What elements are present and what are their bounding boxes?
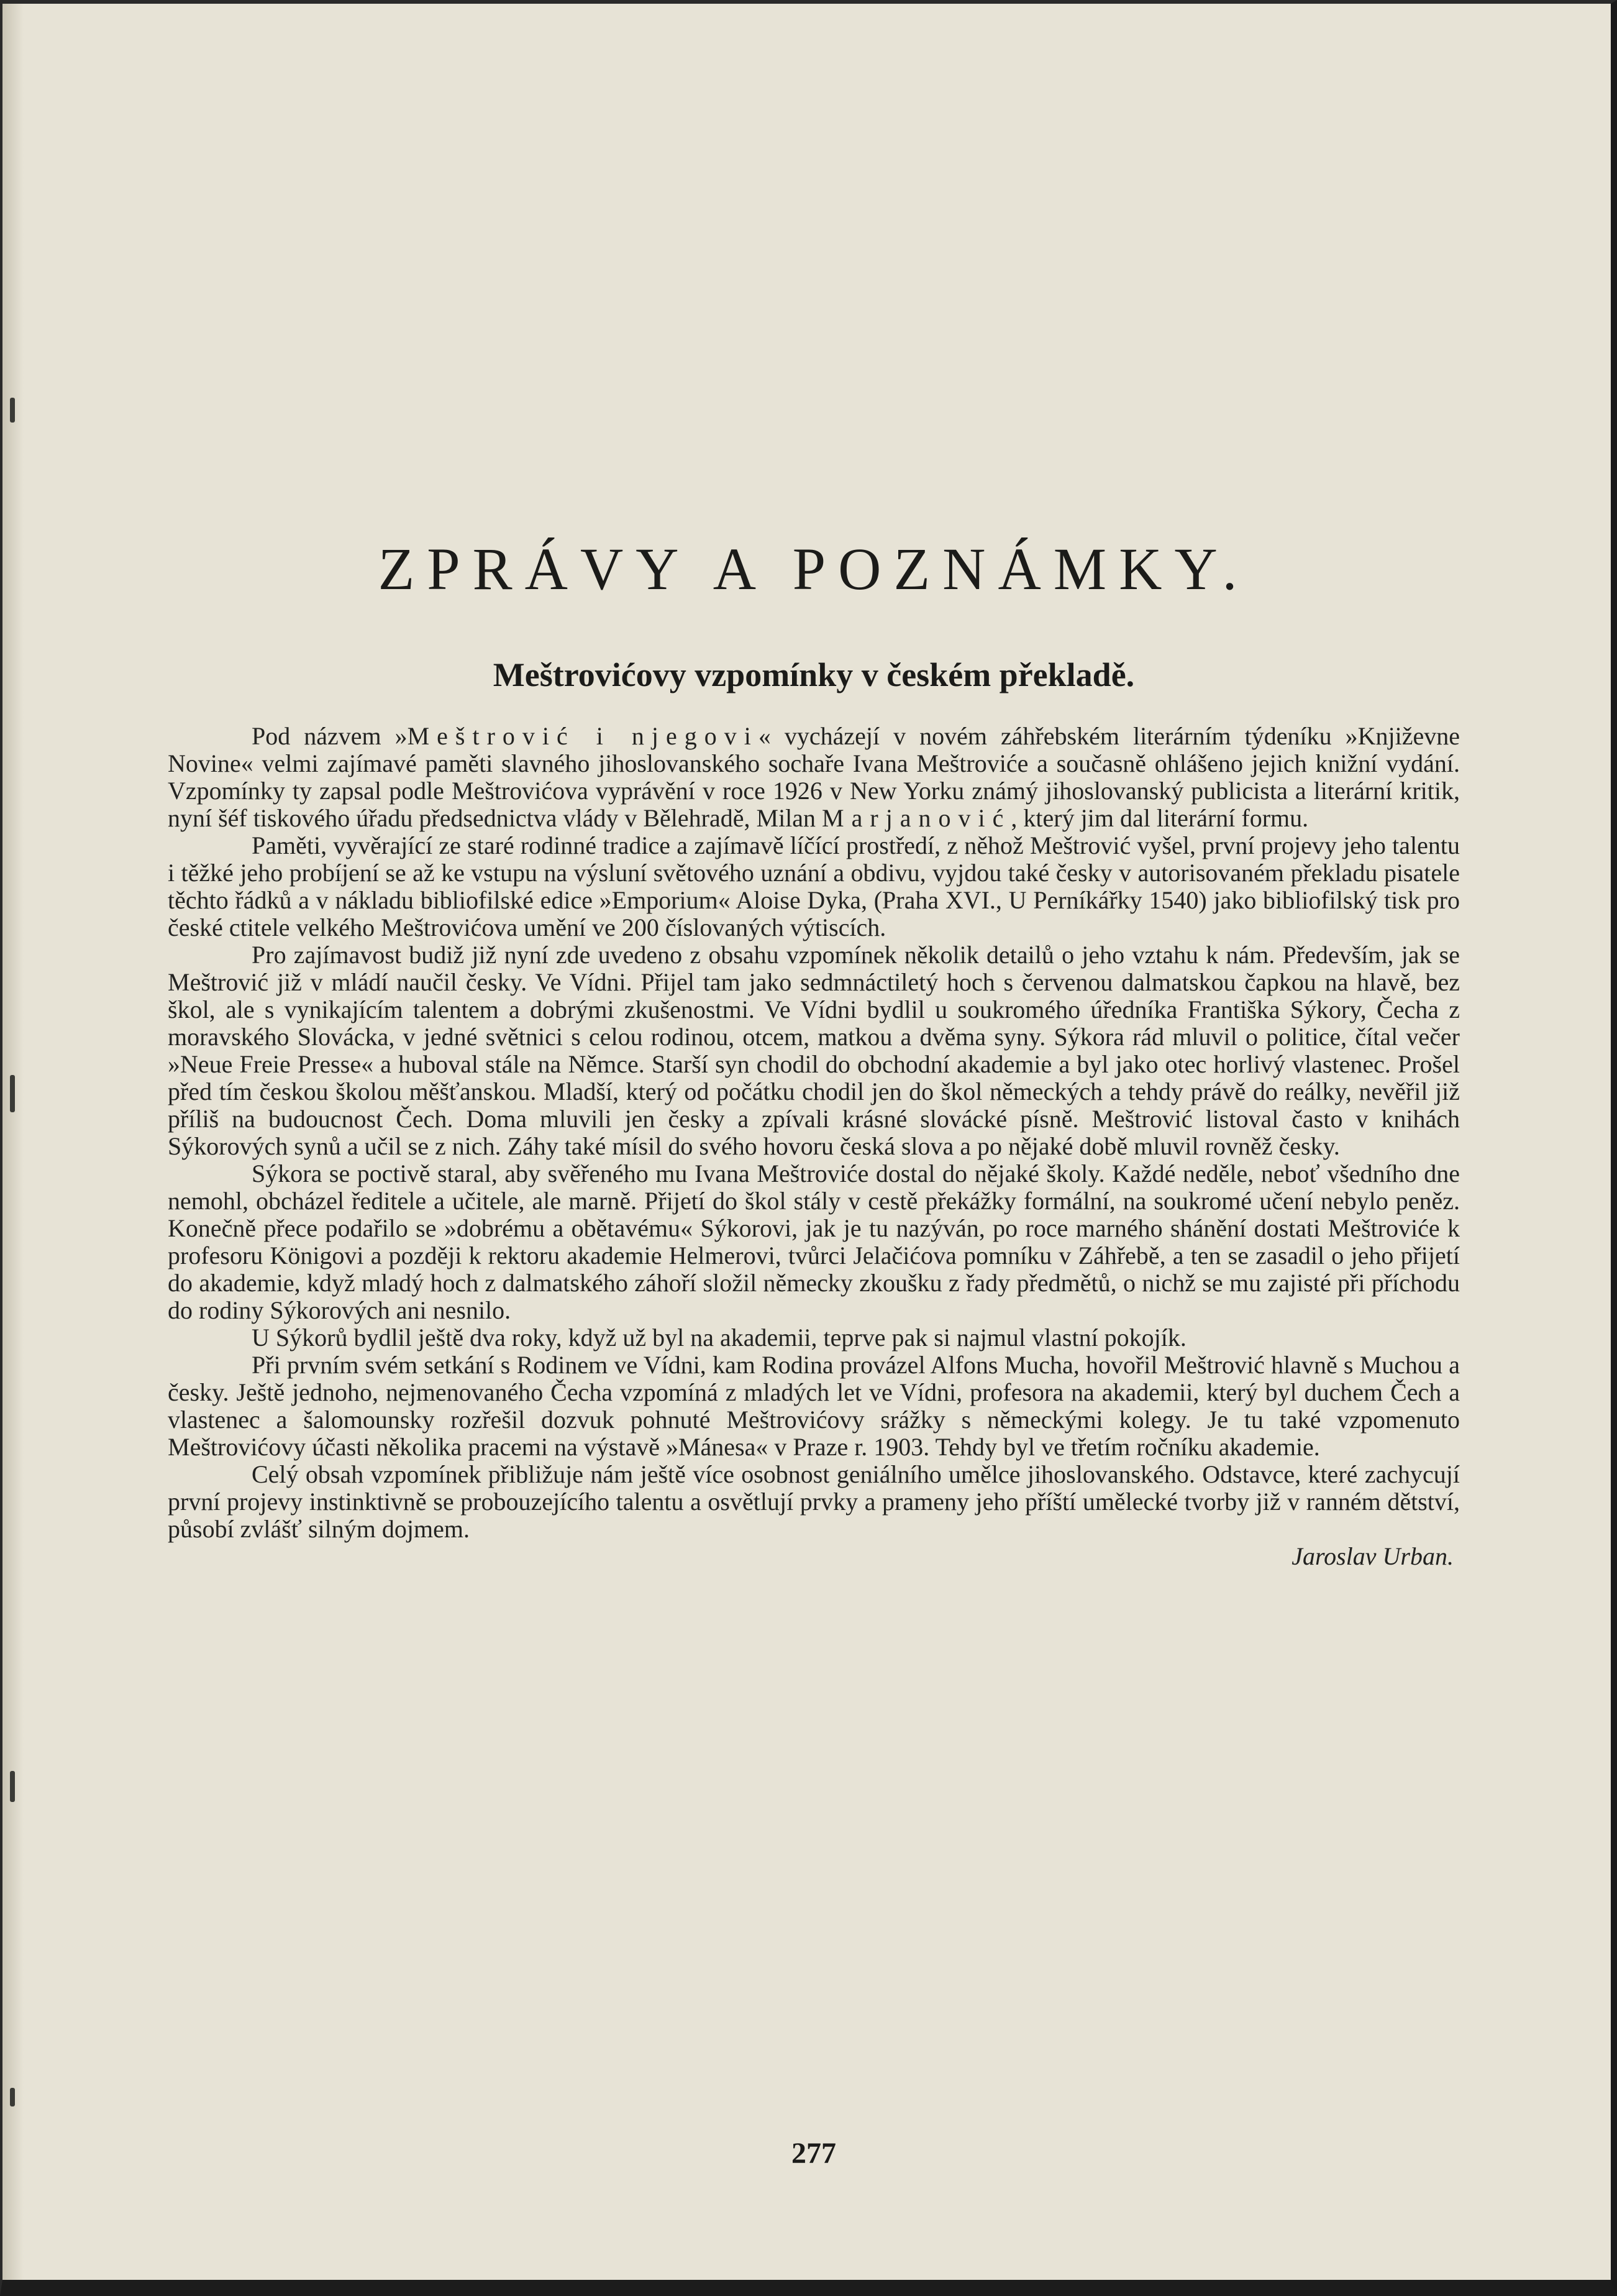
section-heading: ZPRÁVY A POZNÁMKY. <box>378 536 1250 602</box>
spine-mark <box>10 2088 15 2106</box>
signature: Jaroslav Urban. <box>1291 1542 1454 1570</box>
page-number: 277 <box>791 2137 836 2170</box>
paragraph-5: U Sýkorů bydlil ještě dva roky, když už byl na akademii, teprve pak si najmul vlastní pokojík. <box>252 1324 1187 1352</box>
spaced-title: Meštrović i njegovi <box>407 722 758 750</box>
paragraph-6: Při prvním svém setkání s Rodinem ve Vídni, kam Rodina provázel Alfons Mucha, hovořil Meštrović hlavně s Muchou a česky. Ještě jednoho, nejmenovaného Čecha vzpomíná z mladých let ve Vídni, profesora na akademii, který byl duchem Čech a vlastenec a šalomounsky rozřešil dozvuk pohnuté Meštrovićovy srážky s německými kolegy. Je tu také vzpomenuto Meštrovićovy účasti několika pracemi na výstavě »Mánesa« v Praze r. 1903. Tehdy byl ve třetím ročníku akademie. <box>168 1351 1460 1461</box>
paragraph-1-text-b: « vycházejí v novém záhřebském literárním týdeníku »Književne Novine« velmi zajímavé paměti slavného jihoslovanského sochaře Ivana Meštroviće a současně ohlášeno jejich knižní vydání. Vzpomínky ty zapsal podle Meštrovićova vyprávění v roce 1926 v New Yorku známý jihoslovanský publicista a literární kritik, nyní šéf tiskového úřadu předsednictva vlády v Bělehradě, Milan <box>168 722 1460 832</box>
paragraph-1 <box>168 723 1460 832</box>
paragraph-3: Pro zajímavost budiž již nyní zde uvedeno z obsahu vzpomínek několik detailů o jeho vztahu k nám. Především, jak se Meštrović již v mládí naučil česky. Ve Vídni. Přijel tam jako sedmnáctiletý hoch s červenou dalmatskou čapkou na hlavě, bez škol, ale s vynikajícím talentem a dobrými zkušenostmi. Ve Vídni bydlil u soukromého úředníka Františka Sýkory, Čecha z moravského Slovácka, v jedné světnici s celou rodinou, otcem, matkou a dvěma syny. Sýkora rád mluvil o politice, čítal večer »Neue Freie Presse« a huboval stále na Němce. Starší syn chodil do obchodní akademie a byl jako otec horlivý vlastenec. Prošel před tím českou školou měšťanskou. Mladší, který od počátku chodil jen do škol německých a tehdy právě do reálky, nevěřil již příliš na budoucnost Čech. Doma mluvili jen česky a zpívali krásné slovácké písně. Meštrović listoval často v knihách Sýkorových synů a učil se z nich. Záhy také mísil do svého hovoru česká slova a po nějaké době mluvil rovněž česky. <box>168 941 1460 1160</box>
spaced-author-name: Marjanović <box>822 804 1011 832</box>
paragraph-7: Celý obsah vzpomínek přibližuje nám ještě více osobnost geniálního umělce jihoslovanského. Odstavce, které zachycují první projevy instinktivně se probouzejícího talentu a osvětlují prvky a prameny jeho příští umělecké tvorby již v ranném dětství, působí zvlášť silným dojmem. <box>168 1460 1460 1543</box>
binding-shadow <box>2 0 24 2280</box>
spine-mark <box>10 398 15 423</box>
paragraph-1-text-c: , který jim dal literární formu. <box>1011 804 1309 832</box>
article-title: Meštrovićovy vzpomínky v českém překladě. <box>493 656 1135 693</box>
article-body <box>168 723 1460 1570</box>
spine-mark <box>10 1771 15 1802</box>
paragraph-4: Sýkora se poctivě staral, aby svěřeného mu Ivana Meštroviće dostal do nějaké školy. Každé neděle, neboť všedního dne nemohl, obcházel ředitele a učitele, ale marně. Přijetí do škol stály v cestě překážky formální, na soukromé učení nebylo peněz. Konečně přece podařilo se »dobrému a obětavému« Sýkorovi, jak je tu nazýván, po roce marného shánění dostati Meštroviće k profesoru Königovi a později k rektoru akademie Helmerovi, tvůrci Jelačićova pomníku v Záhřebě, a ten se zasadil o jeho přijetí do akademie, když mladý hoch z dalmatského záhoří složil německy zkoušku z řady předmětů, o nichž se mu zajisté při příchodu do rodiny Sýkorových ani nesnilo. <box>168 1159 1460 1324</box>
paragraph-1-text-a: Pod názvem » <box>252 722 408 750</box>
spine-mark <box>10 1075 15 1112</box>
paragraph-2: Paměti, vyvěrající ze staré rodinné tradice a zajímavě líčící prostředí, z něhož Meštrović vyšel, první projevy jeho talentu i těžké jeho probíjení se až ke vstupu na výsluní světového uznání a obdivu, vyjdou také česky v autorisovaném překladu pisatele těchto řádků a v nákladu bibliofilské edice »Emporium« Aloise Dyka, (Praha XVI., U Perníkářky 1540) jako bibliofilský tisk pro české ctitele velkého Meštrovićova umění ve 200 číslovaných výtiscích. <box>168 831 1460 941</box>
